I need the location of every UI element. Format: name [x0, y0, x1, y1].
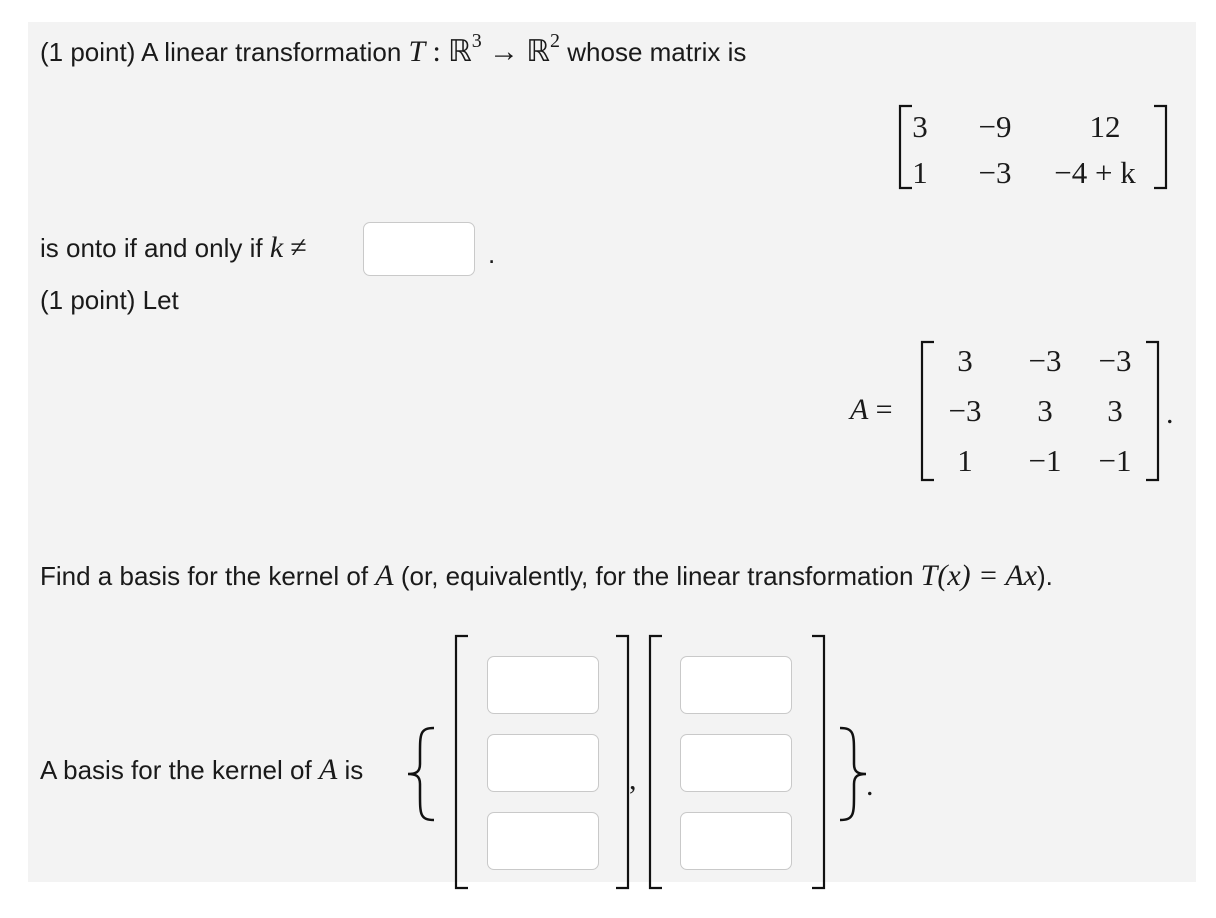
- var-k: k: [269, 231, 284, 264]
- problem1-intro-suffix: whose matrix is: [567, 37, 747, 67]
- basis-period: .: [866, 769, 874, 802]
- matrix-T-cell: 3: [912, 109, 928, 144]
- vector2-entry2-input[interactable]: [680, 734, 792, 792]
- equals-sign: =: [875, 393, 893, 426]
- matrix-A-period: .: [1166, 397, 1174, 430]
- var-A: A: [375, 559, 394, 592]
- var-A: A: [850, 393, 869, 426]
- matrix-A-cell: 1: [957, 443, 973, 478]
- var-T: T: [408, 35, 426, 68]
- onto-period: .: [488, 239, 496, 269]
- matrix-T-cell: −3: [978, 155, 1012, 190]
- problem2-intro: (1 point) Let: [40, 285, 179, 315]
- vector1-entry2-input[interactable]: [487, 734, 599, 792]
- matrix-T-cell: 12: [1089, 109, 1121, 144]
- matrix-A-cell: −3: [948, 393, 982, 428]
- var-A: A: [318, 753, 338, 786]
- onto-prefix: is onto if and only if: [40, 233, 263, 263]
- vector-separator-comma: ,: [629, 763, 637, 796]
- matrix-T-cell: −9: [978, 109, 1012, 144]
- vector1-right-bracket: [612, 634, 632, 890]
- vector1-entry3-input[interactable]: [487, 812, 599, 870]
- colon: :: [432, 35, 441, 68]
- question-suffix: ).: [1036, 561, 1053, 591]
- matrix-A-cell: −3: [1028, 343, 1062, 378]
- exp-domain: 3: [471, 30, 482, 52]
- Tx-expression: T(x) = Ax: [920, 559, 1037, 592]
- left-brace: [402, 724, 442, 824]
- matrix-A-cell: 3: [1107, 393, 1123, 428]
- k-answer-input[interactable]: [363, 222, 475, 276]
- matrix-A-cell: −3: [1098, 343, 1132, 378]
- matrix-A-cell: −1: [1028, 443, 1062, 478]
- real-symbol-codomain: ℝ: [526, 35, 551, 68]
- matrix-A-cell: 3: [1037, 393, 1053, 428]
- real-symbol-domain: ℝ: [448, 35, 472, 68]
- exp-codomain: 2: [550, 30, 561, 52]
- problem1-intro: [40, 30, 747, 71]
- arrow: →: [489, 35, 520, 68]
- vector1-left-bracket: [452, 634, 472, 890]
- question-prefix: Find a basis for the kernel of: [40, 561, 369, 591]
- kernel-question: [40, 560, 1053, 592]
- matrix-A-cell: −1: [1098, 443, 1132, 478]
- matrix-A-cell: 3: [957, 343, 973, 378]
- vector2-entry1-input[interactable]: [680, 656, 792, 714]
- onto-statement: [40, 232, 307, 264]
- vector2-left-bracket: [646, 634, 666, 890]
- vector2-right-bracket: [808, 634, 828, 890]
- matrix-T-cell: 1: [912, 155, 928, 190]
- basis-prefix: A basis for the kernel of: [40, 755, 312, 785]
- basis-is: is: [344, 755, 364, 785]
- vector2-entry3-input[interactable]: [680, 812, 792, 870]
- not-equal-sign: ≠: [290, 231, 307, 264]
- basis-label: [40, 754, 363, 786]
- matrix-T-cell: −4 + k: [1054, 155, 1136, 190]
- problem1-intro-prefix: (1 point) A linear transformation: [40, 37, 402, 67]
- question-mid: (or, equivalently, for the linear transformation: [400, 561, 914, 591]
- vector1-entry1-input[interactable]: [487, 656, 599, 714]
